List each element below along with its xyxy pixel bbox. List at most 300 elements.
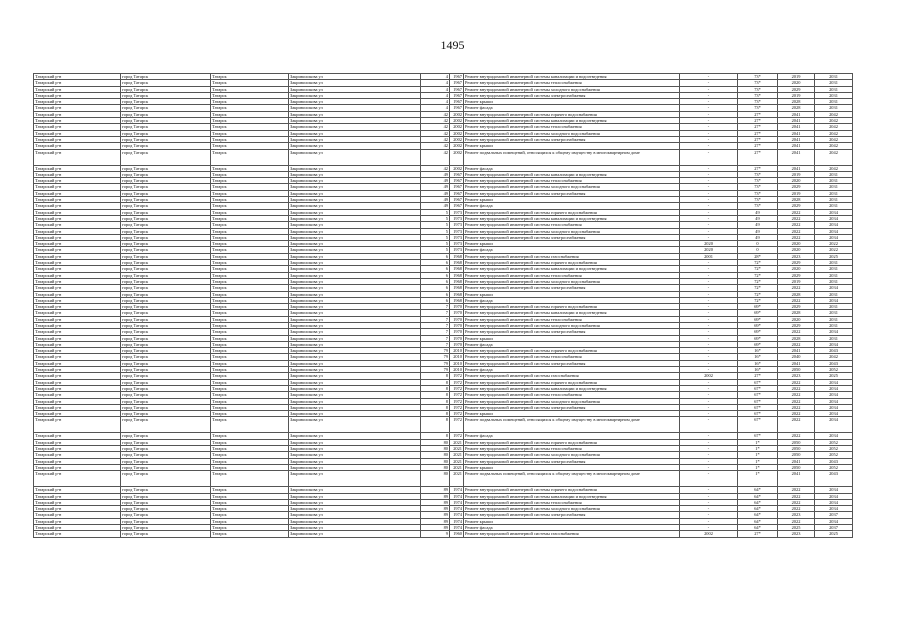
plan-end-cell: 2043 — [815, 348, 853, 354]
last-repair-year-cell: - — [680, 209, 738, 215]
house-number-cell: 8 — [421, 373, 450, 379]
district-cell: Татарский р-н — [34, 379, 121, 385]
last-repair-year-cell: - — [680, 272, 738, 278]
last-repair-year-cell: - — [680, 411, 738, 417]
build-year-cell: 1967 — [450, 99, 464, 105]
last-repair-year-cell: - — [680, 341, 738, 347]
work-type-cell: Ремонт фасада — [464, 341, 680, 347]
last-repair-year-cell: - — [680, 512, 738, 518]
district-cell: Татарский р-н — [34, 512, 121, 518]
build-year-cell: 2002 — [450, 124, 464, 130]
last-repair-year-cell: - — [680, 178, 738, 184]
work-type-cell: Ремонт внутридомовой инженерной системы газоснабжения — [464, 531, 680, 537]
house-number-cell: 6 — [421, 297, 450, 303]
plan-start-cell: 2023 — [778, 253, 815, 259]
settlement-cell: город Татарск — [121, 285, 211, 291]
locality-cell: Татарск — [211, 354, 289, 360]
plan-start-cell: 2022 — [778, 398, 815, 404]
settlement-cell: город Татарск — [121, 471, 211, 487]
wear-cell: 73* — [738, 86, 778, 92]
build-year-cell: 2010 — [450, 354, 464, 360]
plan-end-cell: 2034 — [815, 385, 853, 391]
plan-start-cell: 2041 — [778, 149, 815, 165]
house-number-cell: 5 — [421, 247, 450, 253]
plan-end-cell: 2031 — [815, 99, 853, 105]
work-type-cell: Ремонт крыши — [464, 464, 680, 470]
locality-cell: Татарск — [211, 531, 289, 537]
district-cell: Татарский р-н — [34, 260, 121, 266]
build-year-cell: 1972 — [450, 398, 464, 404]
plan-end-cell: 2031 — [815, 105, 853, 111]
last-repair-year-cell: - — [680, 464, 738, 470]
work-type-cell: Ремонт крыши — [464, 197, 680, 203]
wear-cell: 49 — [738, 228, 778, 234]
last-repair-year-cell: 2020 — [680, 247, 738, 253]
plan-end-cell: 2034 — [815, 398, 853, 404]
street-cell: Закриволокова ул — [289, 341, 421, 347]
plan-start-cell: 2028 — [778, 335, 815, 341]
build-year-cell: 2021 — [450, 452, 464, 458]
locality-cell: Татарск — [211, 452, 289, 458]
house-number-cell: 80 — [421, 452, 450, 458]
street-cell: Закриволокова ул — [289, 367, 421, 373]
settlement-cell: город Татарск — [121, 105, 211, 111]
table-row — [34, 149, 853, 165]
house-number-cell: 79 — [421, 354, 450, 360]
settlement-cell: город Татарск — [121, 260, 211, 266]
wear-cell: 27* — [738, 165, 778, 171]
locality-cell: Татарск — [211, 310, 289, 316]
last-repair-year-cell: - — [680, 404, 738, 410]
settlement-cell: город Татарск — [121, 439, 211, 445]
work-type-cell: Ремонт внутридомовой инженерной системы теплоснабжения — [464, 272, 680, 278]
locality-cell: Татарск — [211, 499, 289, 505]
wear-cell: 64* — [738, 487, 778, 493]
district-cell: Татарский р-н — [34, 452, 121, 458]
wear-cell: 67* — [738, 411, 778, 417]
street-cell: Закриволокова ул — [289, 136, 421, 142]
house-number-cell: 89 — [421, 487, 450, 493]
locality-cell: Татарск — [211, 234, 289, 240]
wear-cell: 67* — [738, 404, 778, 410]
district-cell: Татарский р-н — [34, 297, 121, 303]
locality-cell: Татарск — [211, 247, 289, 253]
settlement-cell: город Татарск — [121, 184, 211, 190]
work-type-cell: Ремонт внутридомовой инженерной системы теплоснабжения — [464, 124, 680, 130]
wear-cell: 64* — [738, 518, 778, 524]
locality-cell: Татарск — [211, 222, 289, 228]
house-number-cell: 7 — [421, 316, 450, 322]
last-repair-year-cell: - — [680, 322, 738, 328]
last-repair-year-cell: - — [680, 260, 738, 266]
plan-start-cell: 2019 — [778, 171, 815, 177]
work-type-cell: Ремонт внутридомовой инженерной системы горячего водоснабжения — [464, 379, 680, 385]
last-repair-year-cell: - — [680, 190, 738, 196]
build-year-cell: 1973 — [450, 222, 464, 228]
locality-cell: Татарск — [211, 105, 289, 111]
plan-start-cell: 2041 — [778, 136, 815, 142]
plan-start-cell: 2050 — [778, 367, 815, 373]
house-number-cell: 8 — [421, 385, 450, 391]
street-cell: Закриволокова ул — [289, 392, 421, 398]
house-number-cell: 42 — [421, 111, 450, 117]
house-number-cell: 42 — [421, 130, 450, 136]
street-cell: Закриволокова ул — [289, 452, 421, 458]
build-year-cell: 2002 — [450, 111, 464, 117]
plan-end-cell: 2031 — [815, 316, 853, 322]
build-year-cell: 1973 — [450, 234, 464, 240]
house-number-cell: 80 — [421, 446, 450, 452]
locality-cell: Татарск — [211, 215, 289, 221]
locality-cell: Татарск — [211, 464, 289, 470]
plan-end-cell: 2037 — [815, 525, 853, 531]
locality-cell: Татарск — [211, 322, 289, 328]
locality-cell: Татарск — [211, 260, 289, 266]
last-repair-year-cell: - — [680, 278, 738, 284]
district-cell: Татарский р-н — [34, 373, 121, 379]
work-type-cell: Ремонт фасада — [464, 203, 680, 209]
build-year-cell: 1974 — [450, 487, 464, 493]
wear-cell: 27* — [738, 531, 778, 537]
house-number-cell: 79 — [421, 360, 450, 366]
build-year-cell: 2021 — [450, 446, 464, 452]
district-cell: Татарский р-н — [34, 136, 121, 142]
locality-cell: Татарск — [211, 335, 289, 341]
work-type-cell: Ремонт внутридомовой инженерной системы горячего водоснабжения — [464, 439, 680, 445]
build-year-cell: 1973 — [450, 215, 464, 221]
district-cell: Татарский р-н — [34, 518, 121, 524]
settlement-cell: город Татарск — [121, 143, 211, 149]
street-cell: Закриволокова ул — [289, 92, 421, 98]
plan-end-cell: 2052 — [815, 367, 853, 373]
house-number-cell: 80 — [421, 439, 450, 445]
house-number-cell: 6 — [421, 253, 450, 259]
build-year-cell: 1967 — [450, 178, 464, 184]
house-number-cell: 5 — [421, 215, 450, 221]
build-year-cell: 1974 — [450, 493, 464, 499]
work-type-cell: Ремонт подвальных помещений, относящихся к общему имуществу в многоквартирном доме — [464, 417, 680, 433]
last-repair-year-cell: - — [680, 228, 738, 234]
street-cell: Закриволокова ул — [289, 354, 421, 360]
work-type-cell: Ремонт внутридомовой инженерной системы холодного водоснабжения — [464, 86, 680, 92]
plan-start-cell: 2023 — [778, 373, 815, 379]
build-year-cell: 1972 — [450, 404, 464, 410]
plan-end-cell: 2031 — [815, 304, 853, 310]
work-type-cell: Ремонт внутридомовой инженерной системы газоснабжения — [464, 253, 680, 259]
district-cell: Татарский р-н — [34, 329, 121, 335]
last-repair-year-cell: - — [680, 379, 738, 385]
wear-cell: 27* — [738, 130, 778, 136]
district-cell: Татарский р-н — [34, 228, 121, 234]
build-year-cell: 2021 — [450, 439, 464, 445]
plan-end-cell: 2034 — [815, 228, 853, 234]
last-repair-year-cell: 2002 — [680, 531, 738, 537]
wear-cell: 27* — [738, 118, 778, 124]
repair-schedule-table — [33, 73, 853, 538]
locality-cell: Татарск — [211, 266, 289, 272]
house-number-cell: 6 — [421, 260, 450, 266]
district-cell: Татарский р-н — [34, 310, 121, 316]
plan-start-cell: 2022 — [778, 209, 815, 215]
house-number-cell: 4 — [421, 99, 450, 105]
work-type-cell: Ремонт внутридомовой инженерной системы теплоснабжения — [464, 354, 680, 360]
plan-end-cell: 2031 — [815, 278, 853, 284]
district-cell: Татарский р-н — [34, 190, 121, 196]
wear-cell: 73* — [738, 92, 778, 98]
street-cell: Закриволокова ул — [289, 335, 421, 341]
locality-cell: Татарск — [211, 471, 289, 487]
locality-cell: Татарск — [211, 184, 289, 190]
street-cell: Закриволокова ул — [289, 512, 421, 518]
wear-cell: 67* — [738, 417, 778, 433]
house-number-cell: 49 — [421, 178, 450, 184]
last-repair-year-cell: - — [680, 417, 738, 433]
house-number-cell: 4 — [421, 74, 450, 80]
street-cell: Закриволокова ул — [289, 203, 421, 209]
work-type-cell: Ремонт внутридомовой инженерной системы электроснабжения — [464, 512, 680, 518]
locality-cell: Татарск — [211, 458, 289, 464]
locality-cell: Татарск — [211, 272, 289, 278]
build-year-cell: 1970 — [450, 316, 464, 322]
district-cell: Татарский р-н — [34, 506, 121, 512]
locality-cell: Татарск — [211, 143, 289, 149]
settlement-cell: город Татарск — [121, 149, 211, 165]
build-year-cell: 1968 — [450, 272, 464, 278]
settlement-cell: город Татарск — [121, 398, 211, 404]
wear-cell: 64* — [738, 512, 778, 518]
work-type-cell: Ремонт внутридомовой инженерной системы холодного водоснабжения — [464, 506, 680, 512]
last-repair-year-cell: - — [680, 184, 738, 190]
wear-cell: 1* — [738, 446, 778, 452]
work-type-cell: Ремонт внутридомовой инженерной системы канализации и водоотведения — [464, 215, 680, 221]
district-cell: Татарский р-н — [34, 411, 121, 417]
plan-start-cell: 2020 — [778, 241, 815, 247]
district-cell: Татарский р-н — [34, 385, 121, 391]
last-repair-year-cell: - — [680, 471, 738, 487]
locality-cell: Татарск — [211, 74, 289, 80]
wear-cell: 27* — [738, 111, 778, 117]
last-repair-year-cell: - — [680, 452, 738, 458]
house-number-cell: 4 — [421, 92, 450, 98]
wear-cell: 69* — [738, 316, 778, 322]
district-cell: Татарский р-н — [34, 322, 121, 328]
plan-start-cell: 2022 — [778, 215, 815, 221]
plan-start-cell: 2022 — [778, 341, 815, 347]
street-cell: Закриволокова ул — [289, 228, 421, 234]
locality-cell: Татарск — [211, 136, 289, 142]
work-type-cell: Ремонт внутридомовой инженерной системы электроснабжения — [464, 285, 680, 291]
last-repair-year-cell: - — [680, 458, 738, 464]
district-cell: Татарский р-н — [34, 525, 121, 531]
street-cell: Закриволокова ул — [289, 439, 421, 445]
work-type-cell: Ремонт подвальных помещений, относящихся к общему имуществу в многоквартирном доме — [464, 149, 680, 165]
settlement-cell: город Татарск — [121, 360, 211, 366]
house-number-cell: 42 — [421, 143, 450, 149]
plan-start-cell: 2019 — [778, 74, 815, 80]
district-cell: Татарский р-н — [34, 398, 121, 404]
build-year-cell: 2021 — [450, 471, 464, 487]
street-cell: Закриволокова ул — [289, 404, 421, 410]
wear-cell: 73* — [738, 178, 778, 184]
wear-cell: 16* — [738, 354, 778, 360]
plan-start-cell: 2041 — [778, 348, 815, 354]
settlement-cell: город Татарск — [121, 111, 211, 117]
wear-cell: 67* — [738, 398, 778, 404]
work-type-cell: Ремонт крыши — [464, 518, 680, 524]
street-cell: Закриволокова ул — [289, 458, 421, 464]
settlement-cell: город Татарск — [121, 234, 211, 240]
district-cell: Татарский р-н — [34, 171, 121, 177]
build-year-cell: 1968 — [450, 291, 464, 297]
work-type-cell: Ремонт внутридомовой инженерной системы горячего водоснабжения — [464, 487, 680, 493]
build-year-cell: 1974 — [450, 518, 464, 524]
build-year-cell: 1972 — [450, 417, 464, 433]
plan-end-cell: 2037 — [815, 512, 853, 518]
locality-cell: Татарск — [211, 367, 289, 373]
build-year-cell: 2021 — [450, 458, 464, 464]
house-number-cell: 8 — [421, 411, 450, 417]
district-cell: Татарский р-н — [34, 458, 121, 464]
work-type-cell: Ремонт внутридомовой инженерной системы холодного водоснабжения — [464, 398, 680, 404]
wear-cell: 64* — [738, 506, 778, 512]
house-number-cell: 80 — [421, 458, 450, 464]
last-repair-year-cell: - — [680, 348, 738, 354]
build-year-cell: 1972 — [450, 411, 464, 417]
plan-start-cell: 2041 — [778, 124, 815, 130]
street-cell: Закриволокова ул — [289, 304, 421, 310]
plan-end-cell: 2042 — [815, 149, 853, 165]
last-repair-year-cell: - — [680, 439, 738, 445]
plan-end-cell: 2034 — [815, 433, 853, 439]
plan-start-cell: 2041 — [778, 471, 815, 487]
last-repair-year-cell: - — [680, 105, 738, 111]
house-number-cell: 80 — [421, 464, 450, 470]
wear-cell: 69* — [738, 335, 778, 341]
plan-end-cell: 2034 — [815, 297, 853, 303]
plan-end-cell: 2031 — [815, 310, 853, 316]
wear-cell: 67* — [738, 392, 778, 398]
plan-end-cell: 2052 — [815, 446, 853, 452]
last-repair-year-cell: - — [680, 304, 738, 310]
settlement-cell: город Татарск — [121, 190, 211, 196]
house-number-cell: 7 — [421, 310, 450, 316]
street-cell: Закриволокова ул — [289, 247, 421, 253]
work-type-cell: Ремонт фасада — [464, 297, 680, 303]
work-type-cell: Ремонт внутридомовой инженерной системы холодного водоснабжения — [464, 184, 680, 190]
build-year-cell: 1967 — [450, 105, 464, 111]
district-cell: Татарский р-н — [34, 209, 121, 215]
build-year-cell: 1968 — [450, 278, 464, 284]
settlement-cell: город Татарск — [121, 316, 211, 322]
plan-end-cell: 2052 — [815, 439, 853, 445]
build-year-cell: 1967 — [450, 74, 464, 80]
locality-cell: Татарск — [211, 285, 289, 291]
plan-end-cell: 2042 — [815, 143, 853, 149]
district-cell: Татарский р-н — [34, 446, 121, 452]
build-year-cell: 1968 — [450, 297, 464, 303]
last-repair-year-cell: - — [680, 335, 738, 341]
locality-cell: Татарск — [211, 124, 289, 130]
house-number-cell: 4 — [421, 105, 450, 111]
build-year-cell: 1967 — [450, 171, 464, 177]
plan-start-cell: 2019 — [778, 278, 815, 284]
work-type-cell: Ремонт внутридомовой инженерной системы теплоснабжения — [464, 499, 680, 505]
locality-cell: Татарск — [211, 209, 289, 215]
wear-cell: 73* — [738, 74, 778, 80]
plan-end-cell: 2034 — [815, 341, 853, 347]
district-cell: Татарский р-н — [34, 341, 121, 347]
work-type-cell: Ремонт внутридомовой инженерной системы канализации и водоотведения — [464, 118, 680, 124]
street-cell: Закриволокова ул — [289, 373, 421, 379]
district-cell: Татарский р-н — [34, 531, 121, 537]
wear-cell: 72* — [738, 266, 778, 272]
street-cell: Закриволокова ул — [289, 111, 421, 117]
settlement-cell: город Татарск — [121, 80, 211, 86]
wear-cell: 49 — [738, 234, 778, 240]
plan-start-cell: 2019 — [778, 190, 815, 196]
plan-end-cell: 2034 — [815, 493, 853, 499]
last-repair-year-cell: - — [680, 203, 738, 209]
district-cell: Татарский р-н — [34, 111, 121, 117]
street-cell: Закриволокова ул — [289, 260, 421, 266]
work-type-cell: Ремонт фасада — [464, 433, 680, 439]
wear-cell: 72* — [738, 297, 778, 303]
work-type-cell: Ремонт внутридомовой инженерной системы холодного водоснабжения — [464, 130, 680, 136]
house-number-cell: 49 — [421, 197, 450, 203]
district-cell: Татарский р-н — [34, 499, 121, 505]
settlement-cell: город Татарск — [121, 297, 211, 303]
last-repair-year-cell: - — [680, 360, 738, 366]
street-cell: Закриволокова ул — [289, 360, 421, 366]
last-repair-year-cell: - — [680, 266, 738, 272]
wear-cell: 67* — [738, 385, 778, 391]
street-cell: Закриволокова ул — [289, 124, 421, 130]
wear-cell: 64* — [738, 493, 778, 499]
last-repair-year-cell: - — [680, 297, 738, 303]
last-repair-year-cell: - — [680, 316, 738, 322]
work-type-cell: Ремонт внутридомовой инженерной системы теплоснабжения — [464, 80, 680, 86]
street-cell: Закриволокова ул — [289, 285, 421, 291]
street-cell: Закриволокова ул — [289, 215, 421, 221]
build-year-cell: 1974 — [450, 499, 464, 505]
wear-cell: 1* — [738, 452, 778, 458]
house-number-cell: 7 — [421, 329, 450, 335]
street-cell: Закриволокова ул — [289, 209, 421, 215]
plan-end-cell: 2031 — [815, 197, 853, 203]
locality-cell: Татарск — [211, 118, 289, 124]
house-number-cell: 89 — [421, 499, 450, 505]
wear-cell: 73* — [738, 203, 778, 209]
build-year-cell: 1967 — [450, 86, 464, 92]
locality-cell: Татарск — [211, 241, 289, 247]
plan-end-cell: 2034 — [815, 215, 853, 221]
settlement-cell: город Татарск — [121, 209, 211, 215]
build-year-cell: 2002 — [450, 165, 464, 171]
house-number-cell: 5 — [421, 228, 450, 234]
plan-start-cell: 2041 — [778, 360, 815, 366]
work-type-cell: Ремонт внутридомовой инженерной системы электроснабжения — [464, 190, 680, 196]
wear-cell: 27* — [738, 136, 778, 142]
street-cell: Закриволокова ул — [289, 531, 421, 537]
settlement-cell: город Татарск — [121, 222, 211, 228]
wear-cell: 1* — [738, 464, 778, 470]
work-type-cell: Ремонт внутридомовой инженерной системы теплоснабжения — [464, 316, 680, 322]
plan-end-cell: 2052 — [815, 464, 853, 470]
street-cell: Закриволокова ул — [289, 506, 421, 512]
settlement-cell: город Татарск — [121, 379, 211, 385]
settlement-cell: город Татарск — [121, 266, 211, 272]
work-type-cell: Ремонт внутридомовой инженерной системы электроснабжения — [464, 329, 680, 335]
